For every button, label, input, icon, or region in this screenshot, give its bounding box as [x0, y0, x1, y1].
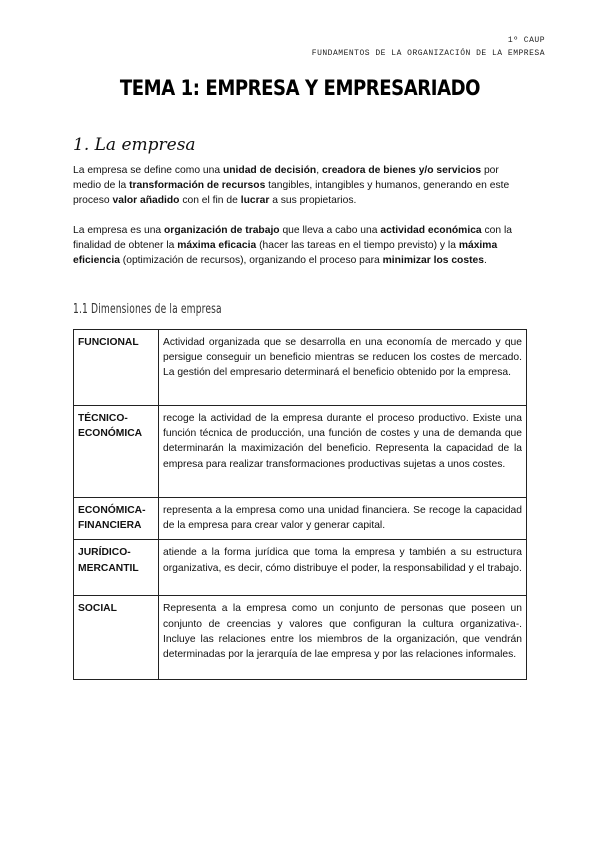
emphasized-term: actividad económica: [380, 225, 482, 236]
dimension-label: JURÍDICO-MERCANTIL: [74, 540, 159, 596]
emphasized-term: valor añadido: [112, 195, 180, 207]
emphasized-term: creadora de bienes y/o servicios: [321, 165, 482, 176]
table-row: [74, 406, 527, 498]
dimension-label: ECONÓMICA-FINANCIERA: [74, 498, 159, 540]
dimension-label: FUNCIONAL: [74, 330, 159, 406]
table-row: [74, 330, 527, 406]
course-label: 1º CAUP: [507, 36, 545, 45]
emphasized-term: minimizar los costes: [382, 255, 484, 267]
section-heading-empresa: 1. La empresa: [73, 135, 196, 155]
dimension-description: atiende a la forma jurídica que toma la empresa y también a su estructura organizativa, es decir, cómo distribuye el poder, la responsabilidad y el trabajo.: [159, 540, 527, 596]
table-row: [74, 540, 527, 596]
emphasized-term: máxima eficacia: [177, 240, 257, 252]
dimensions-table: [73, 329, 527, 680]
dimension-description: representa a la empresa como una unidad financiera. Se recoge la capacidad de la empresa para crear valor y generar capital.: [159, 498, 527, 540]
subsection-heading-dimensiones: 1.1 Dimensiones de la empresa: [73, 302, 222, 317]
emphasized-term: unidad de decisión: [222, 165, 317, 176]
emphasized-term: lucrar: [240, 195, 270, 207]
dimension-description: Representa a la empresa como un conjunto de personas que poseen un conjunto de creencias y valores que configuran la cultura organizativa-. Incluye las relaciones entre los miembros de la organización, que vendrán determinadas por la jerarquía de lae empresa y por las relaciones informales.: [159, 596, 527, 680]
dimension-label: TÉCNICO-ECONÓMICA: [74, 406, 159, 498]
emphasized-term: transformación de recursos: [129, 180, 266, 192]
dimension-description: recoge la actividad de la empresa durante el proceso productivo. Existe una función técnica de producción, una función de costes y una de demanda que determinarán la maximización del beneficio. Representa la capacidad de la empresa para realizar transformaciones productivas sujetas a unos costes.: [159, 406, 527, 498]
emphasized-term: máxima eficiencia: [73, 240, 498, 267]
table-row: [74, 596, 527, 680]
emphasized-term: organización de trabajo: [164, 225, 280, 236]
subject-label: FUNDAMENTOS DE LA ORGANIZACIÓN DE LA EMPRESA: [311, 49, 545, 58]
document-title: TEMA 1: EMPRESA Y EMPRESARIADO: [119, 76, 481, 100]
paragraph-definition: La empresa se define como una unidad de decisión, creadora de bienes y/o servicios por medio de la transformación de recursos tangibles, intangibles y humanos, generando en este proceso valor añadido con el fin de lucrar a sus propietarios.: [73, 165, 510, 207]
table-row: [74, 498, 527, 540]
paragraph-organization: La empresa es una organización de trabajo que lleva a cabo una actividad económica con la finalidad de obtener la máxima eficacia (hacer las tareas en el tiempo previsto) y la máxima eficiencia (optimización de recursos), organizando el proceso para minimizar los costes.: [73, 225, 512, 267]
dimension-description: Actividad organizada que se desarrolla en una economía de mercado y que persigue conseguir un beneficio mientras se reducen los costes de mercado. La gestión del empresario determinará el beneficio obtenido por la empresa.: [159, 330, 527, 406]
dimension-label: SOCIAL: [74, 596, 159, 680]
